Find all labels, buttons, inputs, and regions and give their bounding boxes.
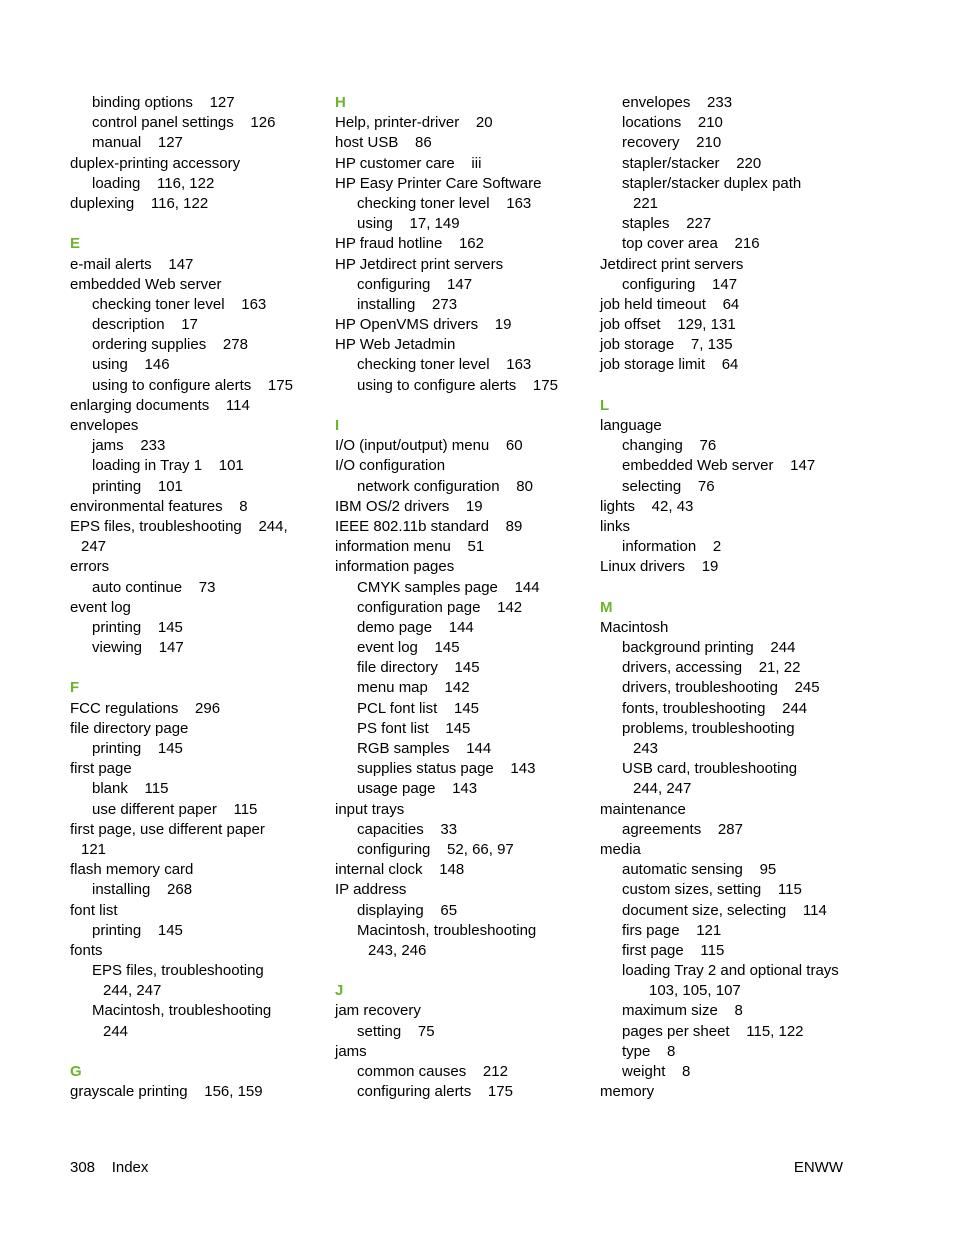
index-subentry: installing 273 [357, 295, 458, 313]
index-entry: IEEE 802.11b standard 89 [335, 517, 523, 535]
index-subentry: embedded Web server 147 [622, 457, 816, 475]
index-subentry: weight 8 [622, 1063, 691, 1080]
index-subentry: stapler/stacker 220 [622, 154, 762, 172]
index-subentry: loading in Tray 1 101 [92, 457, 244, 475]
index-subentry: supplies status page 143 [357, 760, 536, 778]
index-entry: HP OpenVMS drivers 19 [335, 316, 512, 334]
index-entry: IBM OS/2 drivers 19 [335, 497, 483, 515]
index-entry: fonts [70, 941, 103, 959]
index-column-1 [70, 93, 320, 1102]
index-letter-heading: H [335, 94, 346, 111]
index-subentry: checking toner level 163 [357, 194, 532, 212]
index-entry: flash memory card [70, 861, 194, 879]
index-subentry: jams 233 [92, 437, 166, 455]
index-entry: job storage limit 64 [600, 356, 739, 374]
index-subentry: demo page 144 [357, 618, 474, 636]
index-subentry: using 17, 149 [357, 215, 460, 233]
index-entry: Macintosh [600, 618, 669, 636]
index-subentry: printing 101 [92, 477, 183, 495]
index-subentry: configuration page 142 [357, 598, 523, 616]
index-entry: embedded Web server [70, 275, 222, 293]
index-subentry: stapler/stacker duplex path [622, 174, 802, 192]
index-subentry: recovery 210 [622, 134, 722, 152]
index-subentry: printing 145 [92, 740, 183, 757]
index-entry: I/O (input/output) menu 60 [335, 437, 523, 455]
index-letter-heading: I [335, 417, 340, 434]
index-subentry: binding options 127 [92, 94, 235, 111]
index-subentry: 244, 247 [633, 780, 692, 798]
index-subentry: using to configure alerts 175 [92, 376, 293, 394]
index-entry: language [600, 417, 662, 434]
index-subentry: information 2 [622, 538, 722, 556]
index-letter-heading: L [600, 396, 610, 414]
index-subentry: automatic sensing 95 [622, 861, 777, 879]
index-subentry: 244 [103, 1022, 129, 1040]
index-subentry: selecting 76 [622, 477, 715, 495]
index-entry: IP address [335, 881, 407, 899]
index-entry: event log [70, 598, 131, 616]
index-subentry: loading 116, 122 [92, 174, 215, 192]
index-subentry: event log 145 [357, 639, 460, 657]
index-entry: envelopes [70, 417, 139, 434]
index-subentry: 221 [633, 194, 659, 212]
index-subentry: loading Tray 2 and optional trays [622, 962, 839, 980]
index-subentry: problems, troubleshooting [622, 719, 795, 737]
index-entry: duplexing 116, 122 [70, 194, 209, 212]
index-subentry: 244, 247 [103, 982, 162, 1000]
index-subentry: file directory 145 [357, 659, 480, 677]
index-subentry: configuring 52, 66, 97 [357, 840, 514, 858]
index-entry: Jetdirect print servers [600, 255, 744, 273]
index-entry: grayscale printing 156, 159 [70, 1083, 263, 1101]
index-letter-heading: M [600, 598, 613, 616]
index-subentry: printing 145 [92, 921, 183, 939]
index-entry: HP fraud hotline 162 [335, 235, 484, 253]
index-subentry: Macintosh, troubleshooting [92, 1002, 272, 1020]
index-entry: FCC regulations 296 [70, 699, 221, 717]
index-subentry: 243, 246 [368, 941, 427, 959]
index-subentry: checking toner level 163 [357, 356, 532, 374]
index-subentry: changing 76 [622, 437, 717, 455]
index-column-2 [335, 93, 585, 1102]
index-subentry: USB card, troubleshooting [622, 760, 798, 778]
index-subentry: control panel settings 126 [92, 114, 276, 132]
index-subentry: PCL font list 145 [357, 699, 480, 717]
index-subentry: description 17 [92, 316, 198, 334]
index-subentry: CMYK samples page 144 [357, 578, 540, 596]
index-entry: input trays [335, 800, 405, 818]
index-subentry: 103, 105, 107 [649, 982, 741, 1000]
index-entry: first page [70, 760, 132, 778]
index-subentry: printing 145 [92, 618, 183, 636]
index-subentry: use different paper 115 [92, 800, 258, 818]
index-entry: e-mail alerts 147 [70, 255, 194, 273]
index-entry: enlarging documents 114 [70, 396, 250, 414]
index-subentry: menu map 142 [357, 679, 470, 697]
index-letter-heading: E [70, 235, 81, 253]
index-entry: I/O configuration [335, 457, 446, 475]
index-subentry: background printing 244 [622, 639, 796, 657]
index-subentry: common causes 212 [357, 1063, 508, 1080]
index-entry: maintenance [600, 800, 686, 818]
index-entry: memory [600, 1083, 655, 1101]
index-subentry: maximum size 8 [622, 1002, 743, 1020]
index-subentry: pages per sheet 115, 122 [622, 1022, 804, 1040]
index-subentry: setting 75 [357, 1022, 435, 1040]
index-letter-heading: G [70, 1063, 82, 1080]
index-subentry: blank 115 [92, 780, 169, 798]
index-entry: links [600, 517, 631, 535]
index-entry: HP Jetdirect print servers [335, 255, 504, 273]
index-entry: EPS files, troubleshooting 244, [70, 517, 288, 535]
index-entry: HP Web Jetadmin [335, 336, 456, 354]
index-subentry: locations 210 [622, 114, 723, 132]
index-subentry: configuring 147 [622, 275, 738, 293]
index-subentry: capacities 33 [357, 820, 458, 838]
index-subentry: Macintosh, troubleshooting [357, 921, 537, 939]
index-subentry: staples 227 [622, 215, 712, 233]
index-subentry: manual 127 [92, 134, 183, 152]
index-entry: Help, printer-driver 20 [335, 114, 493, 132]
index-entry: jams [335, 1042, 367, 1060]
index-subentry: 121 [81, 840, 107, 858]
index-subentry: PS font list 145 [357, 719, 471, 737]
index-subentry: network configuration 80 [357, 477, 533, 495]
index-entry: job held timeout 64 [600, 295, 740, 313]
index-subentry: configuring alerts 175 [357, 1083, 513, 1101]
index-entry: job offset 129, 131 [600, 316, 736, 334]
index-entry: first page, use different paper [70, 820, 265, 838]
index-subentry: envelopes 233 [622, 94, 733, 111]
index-subentry: firs page 121 [622, 921, 722, 939]
index-subentry: installing 268 [92, 881, 193, 899]
index-subentry: EPS files, troubleshooting [92, 962, 264, 980]
index-entry: information menu 51 [335, 538, 485, 556]
index-subentry: auto continue 73 [92, 578, 216, 596]
index-entry: duplex-printing accessory [70, 154, 241, 172]
index-entry: file directory page [70, 719, 189, 737]
index-entry: lights 42, 43 [600, 497, 694, 515]
index-subentry: using to configure alerts 175 [357, 376, 558, 394]
index-entry: errors [70, 558, 110, 576]
index-subentry: agreements 287 [622, 820, 743, 838]
index-subentry: document size, selecting 114 [622, 901, 827, 919]
index-subentry: drivers, accessing 21, 22 [622, 659, 801, 677]
index-subentry: first page 115 [622, 941, 725, 959]
index-subentry: RGB samples 144 [357, 740, 492, 757]
index-entry: Linux drivers 19 [600, 558, 719, 576]
index-entry: internal clock 148 [335, 861, 465, 879]
index-subentry: fonts, troubleshooting 244 [622, 699, 808, 717]
index-entry: job storage 7, 135 [600, 336, 733, 354]
index-entry: information pages [335, 558, 455, 576]
index-subentry: custom sizes, setting 115 [622, 881, 802, 899]
index-entry: host USB 86 [335, 134, 432, 152]
index-subentry: type 8 [622, 1042, 676, 1060]
footer-page-label: 308 Index [70, 1159, 149, 1176]
index-entry: jam recovery [335, 1002, 421, 1020]
index-subentry: usage page 143 [357, 780, 478, 798]
index-subentry: 243 [633, 740, 659, 757]
index-subentry: drivers, troubleshooting 245 [622, 679, 820, 697]
index-subentry: configuring 147 [357, 275, 473, 293]
index-subentry: 247 [81, 538, 107, 556]
footer-doc-code: ENWW [793, 1159, 843, 1176]
index-entry: font list [70, 901, 118, 919]
index-subentry: displaying 65 [357, 901, 458, 919]
index-entry: HP customer care iii [335, 154, 482, 172]
index-letter-heading: F [70, 679, 80, 697]
index-entry: environmental features 8 [70, 497, 248, 515]
index-entry: media [600, 840, 641, 858]
index-subentry: using 146 [92, 356, 170, 374]
index-subentry: viewing 147 [92, 639, 184, 657]
index-subentry: top cover area 216 [622, 235, 760, 253]
index-subentry: checking toner level 163 [92, 295, 267, 313]
index-column-3 [600, 93, 860, 1102]
index-subentry: ordering supplies 278 [92, 336, 248, 354]
index-entry: HP Easy Printer Care Software [335, 174, 542, 192]
index-letter-heading: J [335, 982, 344, 1000]
